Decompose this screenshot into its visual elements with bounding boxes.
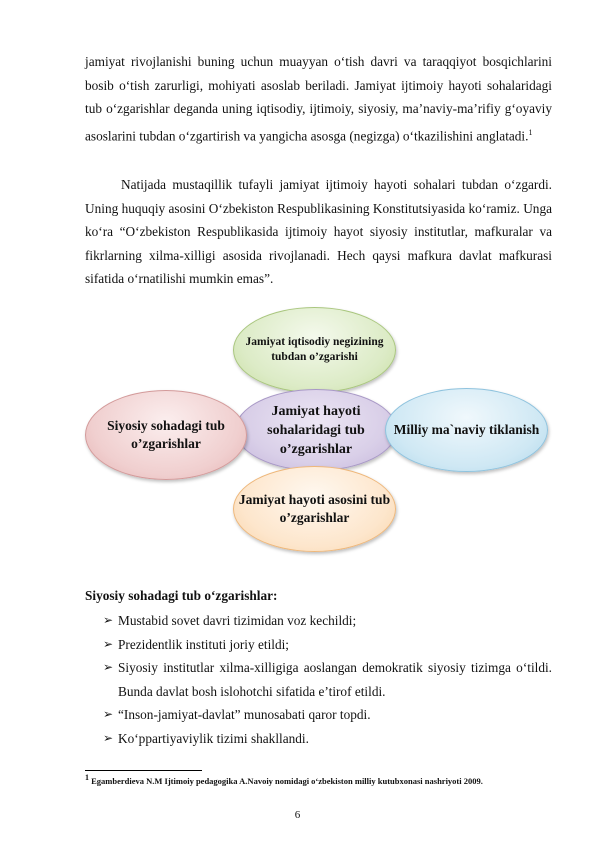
list-item-text: Ko‘ppartiyaviylik tizimi shakllandi. <box>118 730 309 746</box>
paragraph-2: Natijada mustaqillik tufayli jamiyat ijtimoiy hayoti sohalari tubdan o‘zgardi. Uning huquqiy asosini O‘zbekiston Respublikasining Konstitutsiyasida ko‘ramiz. Unga ko‘ra “O‘zbekiston Respublikasida ijtimoiy hayot siyosiy institutlar, mafkuralar va fikrlarning xilma-xilligi asosida rivojlanadi. Hech qaysi mafkura davlat mafkurasi sifatida o‘rnatilishi mumkin emas”. <box>85 177 552 286</box>
list-item <box>103 727 552 751</box>
footnote-text: Egamberdieva N.M Ijtimoiy pedagogika A.Navoiy nomidagi o‘zbekiston milliy kutubxonasi nashriyoti 2009. <box>89 775 483 786</box>
footnote-ref: 1 <box>528 127 533 137</box>
diagram-node-spiritual-label: Milliy ma`naviy tiklanish <box>393 422 540 437</box>
section-heading: Siyosiy sohadagi tub o‘zgarishlar: <box>85 588 278 603</box>
list-item-text: “Inson-jamiyat-davlat” munosabati qaror topdi. <box>118 707 371 722</box>
paragraph-1 <box>85 50 552 147</box>
list-item <box>103 656 552 703</box>
diagram-node-economic-label: Jamiyat iqtisodiy negizining tubdan o’zgarishi <box>245 336 384 363</box>
arrow-bullet-icon: ➢ <box>103 707 114 721</box>
bullet-list <box>103 609 552 750</box>
list-item <box>103 703 552 727</box>
arrow-bullet-icon: ➢ <box>103 613 114 627</box>
diagram-node-foundation-label: Jamiyat hayoti asosini tub o’zgarishlar <box>238 492 391 525</box>
page-number: 6 <box>294 809 301 821</box>
list-item <box>103 633 552 657</box>
footnote-number: 1 <box>85 773 89 782</box>
diagram-node-center <box>235 389 397 471</box>
footnote-separator <box>85 770 202 771</box>
arrow-bullet-icon: ➢ <box>103 660 114 674</box>
diagram-node-political-label: Siyosiy sohadagi tub o’zgarishlar <box>107 418 225 451</box>
list-item-text: Mustabid sovet davri tizimidan voz kechildi; <box>118 613 357 628</box>
arrow-bullet-icon: ➢ <box>103 730 114 745</box>
diagram-node-political <box>85 390 247 480</box>
diagram-node-spiritual <box>385 388 548 472</box>
diagram-node-economic <box>233 307 396 393</box>
diagram-node-foundation <box>233 466 396 552</box>
arrow-bullet-icon: ➢ <box>103 636 114 651</box>
footnote <box>85 772 483 787</box>
diagram-node-center-label: Jamiyat hayoti sohalaridagi tub o’zgarishlar <box>267 403 365 457</box>
list-item <box>103 609 552 633</box>
list-item-text: Prezidentlik instituti joriy etildi; <box>118 636 289 652</box>
list-item-text: Siyosiy institutlar xilma-xilligiga aoslangan demokratik siyosiy tizimga o‘tildi. Bunda davlat bosh islohotchi sifatida e’tirof etildi. <box>118 660 552 699</box>
paragraph-1-text: jamiyat rivojlanishi buning uchun muayyan o‘tish davri va taraqqiyot bosqichlarini bosib o‘tish zarurligi, mohiyati asoslab beriladi. Jamiyat ijtimoiy hayoti sohalaridagi tub o‘zgarishlar deganda uning iqtisodiy, ijtimoiy, siyosiy, ma’naviy-ma’rifiy g‘oyaviy asoslarini tubdan o‘zgartirish va yangicha asosga (negizga) o‘tkazilishini anglatadi. <box>85 54 552 143</box>
